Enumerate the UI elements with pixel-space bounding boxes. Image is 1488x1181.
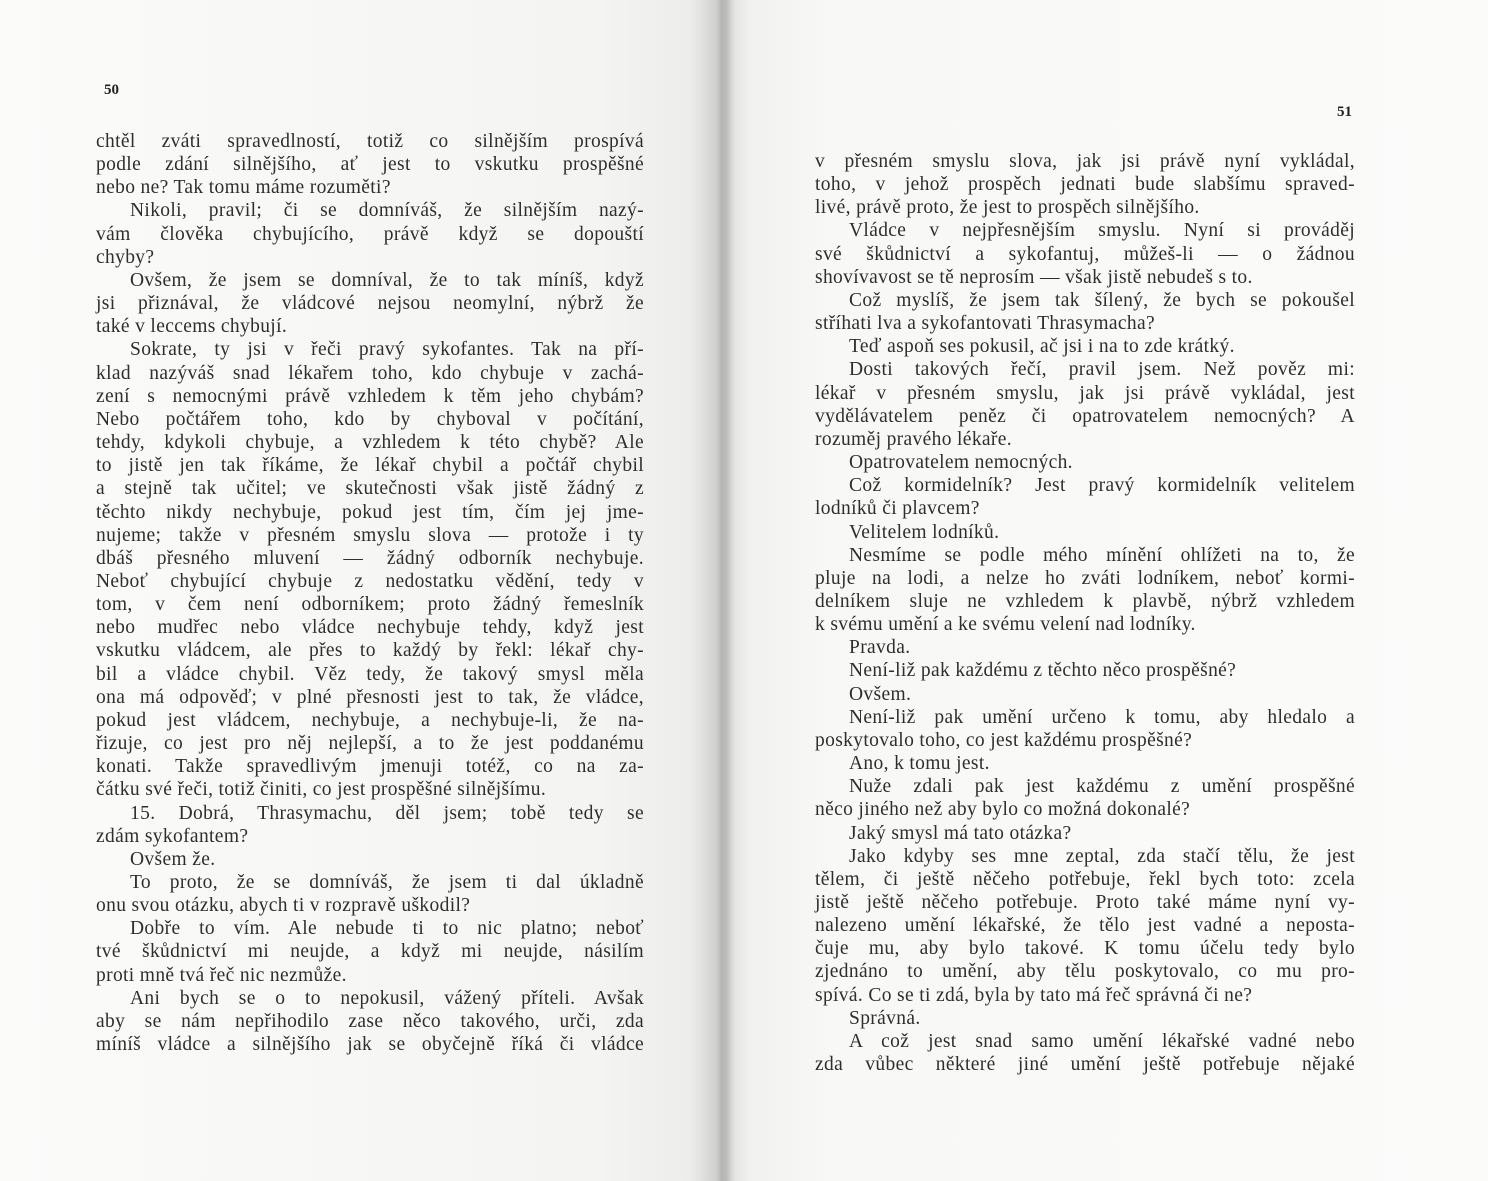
text-line: toho, v jehož prospěch jednati bude slabšímu spraved-: [815, 174, 1355, 196]
text-line: Vládce v nejpřesnějším smyslu. Nyní si prováděj: [849, 220, 1355, 242]
text-line: bil a vládce chybil. Věz tedy, že takový smysl měla: [96, 663, 644, 685]
text-line: stříhati lva a sykofantovati Thrasymacha?: [815, 313, 1155, 335]
text-line: To proto, že se domníváš, že jsem ti dal úkladně: [130, 872, 644, 893]
text-line: k svému umění a ke svému velení nad lodníky.: [815, 614, 1196, 636]
text-line: lékař v přesném smyslu, jak jsi právě vykládal, jest: [815, 382, 1355, 404]
text-line: Není-liž pak každému z těchto něco prospěšné?: [849, 660, 1237, 682]
text-line: Jako kdyby ses mne zeptal, zda stačí tělu, že jest: [849, 845, 1355, 867]
text-line: Což kormidelník? Jest pravý kormidelník velitelem: [849, 475, 1355, 497]
text-line: nebo mudřec nebo vládce nechybuje tehdy, když jest: [96, 617, 644, 639]
text-line: poskytovalo toho, co jest každému prospěšné?: [815, 729, 1193, 751]
text-line: livé, právě proto, že jest to prospěch silnějšího.: [815, 197, 1200, 219]
text-line: dbáš přesného mluvení — žádný odborník nechybuje.: [96, 547, 644, 569]
text-line: Nikoli, pravil; či se domníváš, že silnějším nazý-: [130, 200, 644, 222]
text-line: spívá. Co se ti zdá, byla by tato má řeč správná či ne?: [815, 984, 1253, 1006]
text-line: zení s nemocnými právě vzhledem k těm jeho chybám?: [96, 385, 644, 407]
text-line: onu svou otázku, abych ti v rozpravě uškodil?: [96, 895, 471, 917]
text-line: tělem, či ještě něčeho potřebuje, řekl bych toto: zcela: [815, 868, 1355, 890]
text-line: Opatrovatelem nemocných.: [849, 452, 1073, 474]
text-line: jistě ještě něčeho potřebuje. Proto také máme nyní vy-: [815, 892, 1355, 913]
text-line: ona má odpověď; v plné přesnosti jest to tak, že vládce,: [96, 686, 644, 708]
text-line: vydělávatelem peněz či opatrovatelem nemocných? A: [815, 405, 1355, 427]
left-page-text: [96, 130, 644, 1056]
right-page-number: 51: [1337, 104, 1352, 120]
text-line: řizuje, co jest pro něj nejlepší, a to že jest poddanému: [96, 733, 644, 755]
text-line: Ani bych se o to nepokusil, vážený příteli. Avšak: [130, 987, 644, 1009]
text-line: lodníků či plavcem?: [815, 498, 980, 520]
text-line: pokud jest vládcem, nechybuje, a nechybuje-li, že na-: [96, 709, 644, 731]
text-line: Ano, k tomu jest.: [849, 753, 990, 775]
text-line: Neboť chybující chybuje z nedostatku vědění, tedy v: [96, 570, 644, 592]
text-line: konati. Takže spravedlivým jmenuji totéž, co na za-: [96, 756, 644, 778]
text-line: zdám sykofantem?: [96, 825, 249, 847]
text-line: těchto nikdy nechybuje, pokud jest tím, čím jej jme-: [96, 501, 644, 523]
text-line: rozuměj pravého lékaře.: [815, 428, 1012, 450]
text-line: proti mně tvá řeč nic nezmůže.: [96, 964, 347, 986]
text-line: zjednáno to umění, aby tělu poskytovalo, co mu pro-: [815, 961, 1355, 983]
book-gutter: [690, 0, 750, 1181]
text-line: klad nazýváš snad lékařem toho, kdo chybuje v zachá-: [96, 362, 644, 384]
text-line: tehdy, kdykoli chybuje, a vzhledem k této chybě? Ale: [96, 432, 644, 454]
left-page-number: 50: [104, 82, 119, 98]
text-line: vskutku vládcem, ale přes to každý by řekl: lékař chy-: [96, 640, 644, 662]
text-line: čuje mu, aby bylo takové. K tomu účelu tedy bylo: [815, 938, 1355, 960]
text-line: delníkem sluje ne vzhledem k plavbě, nýbrž vzhledem: [815, 590, 1355, 612]
text-line: Nesmíme se podle mého mínění ohlížeti na to, že: [849, 544, 1355, 566]
text-line: Nuže zdali pak jest každému z umění prospěšné: [849, 776, 1355, 798]
text-line: to jistě jen tak říkáme, že lékař chybil a počtář chybil: [96, 455, 644, 477]
text-line: Pravda.: [849, 637, 911, 659]
text-line: tom, v čem není odborníkem; proto žádný řemeslník: [96, 594, 644, 616]
text-line: Ovšem že.: [130, 848, 216, 870]
text-line: něco jiného než aby bylo co možná dokonalé?: [815, 799, 1191, 821]
text-line: Správná.: [849, 1007, 921, 1029]
text-line: čátku své řeči, totiž činiti, co jest prospěšné silnějšímu.: [96, 779, 547, 801]
text-line: Velitelem lodníků.: [849, 521, 1000, 543]
text-line: nalezeno umění lékařské, že tělo jest vadné a neposta-: [815, 915, 1355, 937]
text-line: nebo ne? Tak tomu máme rozuměti?: [96, 177, 391, 199]
text-line: podle zdání silnějšího, ať jest to vskutku prospěšné: [96, 154, 644, 176]
text-line: shovívavost se tě neprosím — však jistě nebudeš s to.: [815, 266, 1253, 288]
text-line: jsi přiznával, že vládcové nejsou neomylní, nýbrž že: [96, 293, 644, 315]
text-line: A což jest snad samo umění lékařské vadné nebo: [849, 1030, 1355, 1052]
text-line: míníš vládce a silnějšího jak se obyčejně říká či vládce: [96, 1034, 644, 1056]
text-line: zda vůbec některé jiné umění ještě potřebuje nějaké: [815, 1054, 1355, 1076]
right-page-text: [815, 150, 1355, 1076]
text-line: Dobře to vím. Ale nebude ti to nic platno; neboť: [130, 918, 644, 940]
text-line: tvé škůdnictví mi neujde, a když mi neujde, násilím: [96, 941, 644, 963]
text-line: aby se nám nepřihodilo zase něco takového, urči, zda: [96, 1010, 644, 1032]
text-line: Ovšem.: [849, 683, 912, 705]
text-line: chtěl zváti spravedlností, totiž co silnějším prospívá: [96, 131, 644, 152]
text-line: 15. Dobrá, Thrasymachu, děl jsem; tobě tedy se: [130, 802, 644, 824]
text-line: Sokrate, ty jsi v řeči pravý sykofantes. Tak na pří-: [130, 339, 644, 361]
text-line: pluje na lodi, a nelze ho zváti lodníkem, neboť kormi-: [815, 567, 1355, 589]
text-line: Nebo počtářem toho, kdo by chyboval v počítání,: [96, 408, 644, 430]
text-line: a stejně tak učitel; ve skutečnosti však jistě žádný z: [96, 478, 644, 500]
text-line: své škůdnictví a sykofantuj, můžeš-li — o žádnou: [815, 243, 1355, 265]
text-line: Jaký smysl má tato otázka?: [849, 822, 1072, 844]
text-line: Což myslíš, že jsem tak šílený, že bych se pokoušel: [849, 289, 1355, 311]
text-line: Dosti takových řečí, pravil jsem. Než pověz mi:: [849, 359, 1355, 381]
text-line: nujeme; takže v přesném smyslu slova — protože i ty: [96, 524, 644, 546]
text-line: Teď aspoň ses pokusil, ač jsi i na to zde krátký.: [849, 336, 1235, 358]
text-line: Není-liž pak umění určeno k tomu, aby hledalo a: [849, 706, 1355, 728]
text-line: Ovšem, že jsem se domníval, že to tak míníš, když: [130, 269, 644, 291]
text-line: v přesném smyslu slova, jak jsi právě nyní vykládal,: [815, 151, 1355, 172]
text-line: vám člověka chybujícího, právě když se dopouští: [96, 223, 644, 245]
text-line: chyby?: [96, 246, 155, 268]
text-line: také v leccems chybují.: [96, 316, 288, 338]
